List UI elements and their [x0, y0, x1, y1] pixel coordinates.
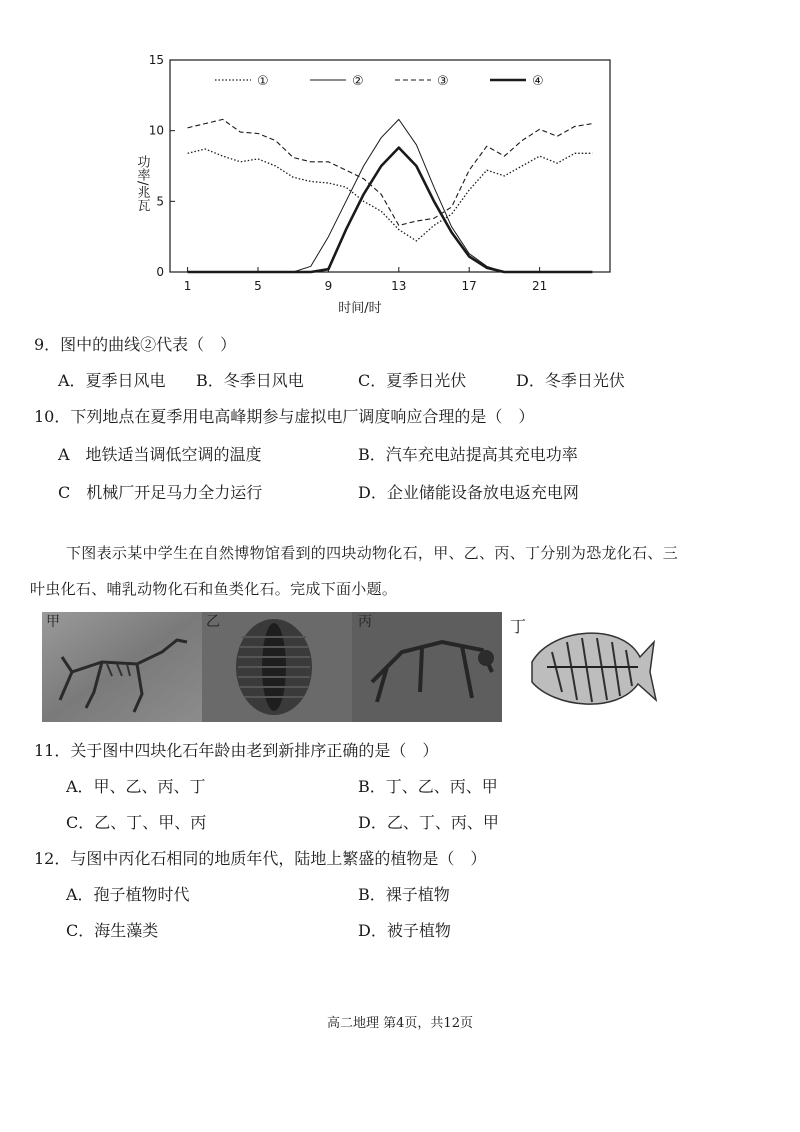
intro-line-2: 叶虫化石、哺乳动物化石和鱼类化石。完成下面小题。 [30, 580, 398, 598]
legend-label-3: ③ [437, 74, 449, 89]
chart-legend [215, 74, 544, 89]
question-11: 11．关于图中四块化石年龄由老到新排序正确的是（ ） [34, 741, 439, 760]
q10-option-c[interactable]: C 机械厂开足马力全力运行 [58, 483, 263, 502]
q11-option-d[interactable]: D．乙、丁、丙、甲 [358, 813, 499, 832]
q10-option-d[interactable]: D．企业储能设备放电返充电网 [358, 483, 579, 502]
fossil-bing-mammal [352, 612, 502, 722]
q12-option-a[interactable]: A．孢子植物时代 [66, 885, 190, 904]
series-line-3 [188, 119, 593, 225]
q12-option-b[interactable]: B．裸子植物 [358, 885, 450, 904]
fossil-yi-trilobite [202, 612, 352, 722]
y-axis-label: 功率/兆瓦 [134, 155, 150, 212]
question-12: 12．与图中丙化石相同的地质年代，陆地上繁盛的植物是（ ） [34, 849, 487, 868]
fossil-label-bing: 丙 [358, 615, 372, 630]
fossil-label-yi: 乙 [206, 615, 220, 630]
fossil-photos [42, 612, 662, 722]
q12-option-c[interactable]: C．海生藻类 [66, 921, 159, 940]
series-line-2 [188, 119, 593, 272]
question-9: 9．图中的曲线②代表（ ） [34, 335, 237, 354]
y-tick-label: 0 [156, 265, 164, 279]
plot-border [170, 60, 610, 272]
x-axis-label: 时间/时 [338, 301, 382, 316]
x-tick-label: 9 [324, 279, 333, 293]
legend-label-1: ① [257, 74, 269, 89]
series-line-1 [188, 149, 593, 241]
legend-label-2: ② [352, 74, 364, 89]
q9-option-b[interactable]: B．冬季日风电 [196, 371, 304, 390]
q10-option-b[interactable]: B．汽车充电站提高其充电功率 [358, 445, 578, 464]
page-footer: 高二地理 第4页，共12页 [327, 1016, 473, 1031]
q11-option-b[interactable]: B．丁、乙、丙、甲 [358, 777, 498, 796]
x-tick-label: 1 [183, 279, 192, 293]
power-line-chart [120, 48, 620, 320]
fossil-ding-fish [510, 618, 656, 704]
q9-option-d[interactable]: D．冬季日光伏 [516, 371, 625, 390]
intro-line-1: 下图表示某中学生在自然博物馆看到的四块动物化石，甲、乙、丙、丁分别为恐龙化石、三 [66, 544, 679, 562]
y-tick-label: 5 [156, 194, 164, 209]
q9-option-a[interactable]: A．夏季日风电 [58, 371, 166, 390]
fossil-jia-dinosaur [42, 612, 202, 722]
y-axis-ticks [149, 53, 175, 279]
q10-option-a[interactable]: A 地铁适当调低空调的温度 [58, 445, 262, 464]
fossil-label-jia: 甲 [46, 615, 60, 630]
question-10: 10．下列地点在夏季用电高峰期参与虚拟电厂调度响应合理的是（ ） [34, 407, 535, 426]
chart-plot-area [170, 60, 610, 272]
q9-option-c[interactable]: C．夏季日光伏 [358, 371, 467, 390]
fossil-label-ding: 丁 [510, 619, 527, 636]
q11-option-c[interactable]: C．乙、丁、甲、丙 [66, 813, 207, 832]
x-tick-label: 13 [391, 279, 407, 293]
x-tick-label: 17 [461, 279, 477, 293]
q12-option-d[interactable]: D．被子植物 [358, 921, 451, 940]
y-tick-label: 15 [148, 53, 164, 67]
y-tick-label: 10 [148, 123, 164, 138]
x-tick-label: 21 [531, 279, 548, 293]
x-tick-label: 5 [254, 279, 262, 293]
legend-label-4: ④ [532, 74, 544, 89]
chart-series [188, 119, 593, 272]
q11-option-a[interactable]: A．甲、乙、丙、丁 [66, 777, 206, 796]
